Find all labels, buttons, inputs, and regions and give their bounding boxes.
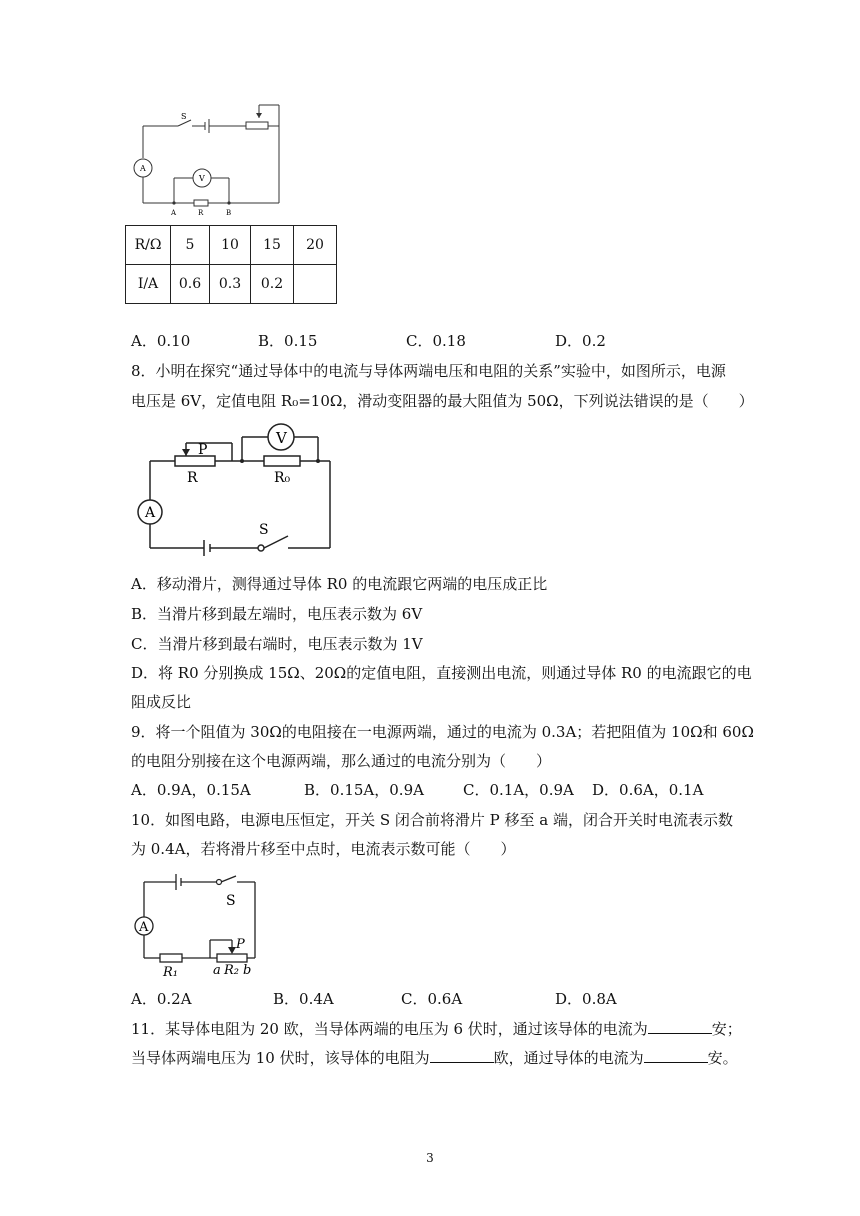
slider-label: P <box>198 442 208 458</box>
table-cell: 0.2 <box>251 265 294 304</box>
q8-option-c[interactable]: C．当滑片移到最右端时，电压表示数为 1V <box>131 635 423 653</box>
table-cell: 0.3 <box>210 265 251 304</box>
q10-question-line-2: 为 0.4A，若将滑片移至中点时，电流表示数可能（ ） <box>131 840 516 858</box>
q11-question-line-2 <box>131 1048 738 1068</box>
q10-option-a[interactable]: A．0.2A <box>131 990 192 1008</box>
table-row <box>126 226 337 265</box>
slider-label: P <box>236 937 245 952</box>
table-cell: I/A <box>126 265 171 304</box>
table-cell: 10 <box>210 226 251 265</box>
q8-option-d[interactable]: D．将 R0 分别换成 15Ω、20Ω的定值电阻，直接测出电流，则通过导体 R0 的电流跟它的电 <box>131 664 752 682</box>
q7-option-a[interactable]: A．0.10 <box>131 332 191 350</box>
q11-text-2b: 欧，通过导体的电流为 <box>493 1049 644 1067</box>
q7-option-b[interactable]: B．0.15 <box>258 332 318 350</box>
ammeter-label: A <box>139 920 149 935</box>
rheostat-label: R <box>187 470 198 486</box>
switch-label: S <box>181 112 187 121</box>
q10-option-d[interactable]: D．0.8A <box>555 990 617 1008</box>
q8-option-a[interactable]: A．移动滑片，测得通过导体 R0 的电流跟它两端的电压成正比 <box>131 575 548 593</box>
table-row <box>126 265 337 304</box>
answer-blank-current-1[interactable] <box>648 1019 712 1034</box>
q7-option-c[interactable]: C．0.18 <box>406 332 466 350</box>
r1-label: R₁ <box>163 965 178 980</box>
q10-option-b[interactable]: B．0.4A <box>273 990 334 1008</box>
q9-question-line-2: 的电阻分别接在这个电源两端，那么通过的电流分别为（ ） <box>131 752 552 770</box>
resistor-label: R <box>198 209 204 217</box>
ammeter-label: A <box>140 164 146 173</box>
q9-question-line-1: 9．将一个阻值为 30Ω的电阻接在一电源两端，通过的电流为 0.3A；若把阻值为 10Ω和 60Ω <box>131 723 754 741</box>
q11-text-1a: 11．某导体电阻为 20 欧，当导体两端的电压为 6 伏时，通过该导体的电流为 <box>131 1020 648 1038</box>
switch-label: S <box>259 522 269 538</box>
q8-question-line-2: 电压是 6V，定值电阻 R₀=10Ω，滑动变阻器的最大阻值为 50Ω，下列说法错误的是（ ） <box>131 392 754 410</box>
switch-label: S <box>226 893 236 909</box>
q9-option-c[interactable]: C．0.1A，0.9A <box>463 781 574 799</box>
voltmeter-label: V <box>276 429 287 447</box>
answer-blank-resistance[interactable] <box>430 1048 494 1063</box>
q8-option-b[interactable]: B．当滑片移到最左端时，电压表示数为 6V <box>131 605 423 623</box>
q8-question-line-1: 8．小明在探究“通过导体中的电流与导体两端电压和电阻的关系”实验中，如图所示，电源 <box>131 362 726 380</box>
table-cell: 0.6 <box>171 265 210 304</box>
q8-option-d-continued: 阻成反比 <box>131 693 192 711</box>
node-a-label: A <box>171 209 177 217</box>
q9-option-b[interactable]: B．0.15A，0.9A <box>304 781 424 799</box>
q10-question-line-1: 10．如图电路，电源电压恒定，开关 S 闭合前将滑片 P 移至 a 端，闭合开关时电流表示数 <box>131 811 734 829</box>
node-b-label: B <box>226 209 232 217</box>
circuit-figure-q8 <box>128 420 338 560</box>
circuit-figure-q7 <box>128 100 288 220</box>
resistor-r0-label: R₀ <box>274 470 291 486</box>
q11-text-1b: 安； <box>711 1020 742 1038</box>
q9-option-d[interactable]: D．0.6A，0.1A <box>592 781 704 799</box>
table-cell: 5 <box>171 226 210 265</box>
table-cell: 15 <box>251 226 294 265</box>
q9-option-a[interactable]: A．0.9A，0.15A <box>131 781 251 799</box>
q11-text-2a: 当导体两端电压为 10 伏时，该导体的电阻为 <box>131 1049 430 1067</box>
table-cell: R/Ω <box>126 226 171 265</box>
circuit-figure-q10 <box>128 868 268 983</box>
page-number: 3 <box>426 1151 434 1165</box>
q10-option-c[interactable]: C．0.6A <box>401 990 463 1008</box>
q11-text-2c: 安。 <box>707 1049 738 1067</box>
table-cell: 20 <box>294 226 337 265</box>
ammeter-label: A <box>145 505 156 521</box>
end-a-label: a <box>213 963 221 978</box>
q7-option-d[interactable]: D．0.2 <box>555 332 606 350</box>
r2-label: R₂ <box>224 963 239 978</box>
table-cell <box>294 265 337 304</box>
answer-blank-current-2[interactable] <box>644 1048 708 1063</box>
resistance-current-table <box>125 225 337 304</box>
q11-question-line-1 <box>131 1019 742 1039</box>
end-b-label: b <box>243 963 252 978</box>
voltmeter-label: V <box>199 174 205 183</box>
